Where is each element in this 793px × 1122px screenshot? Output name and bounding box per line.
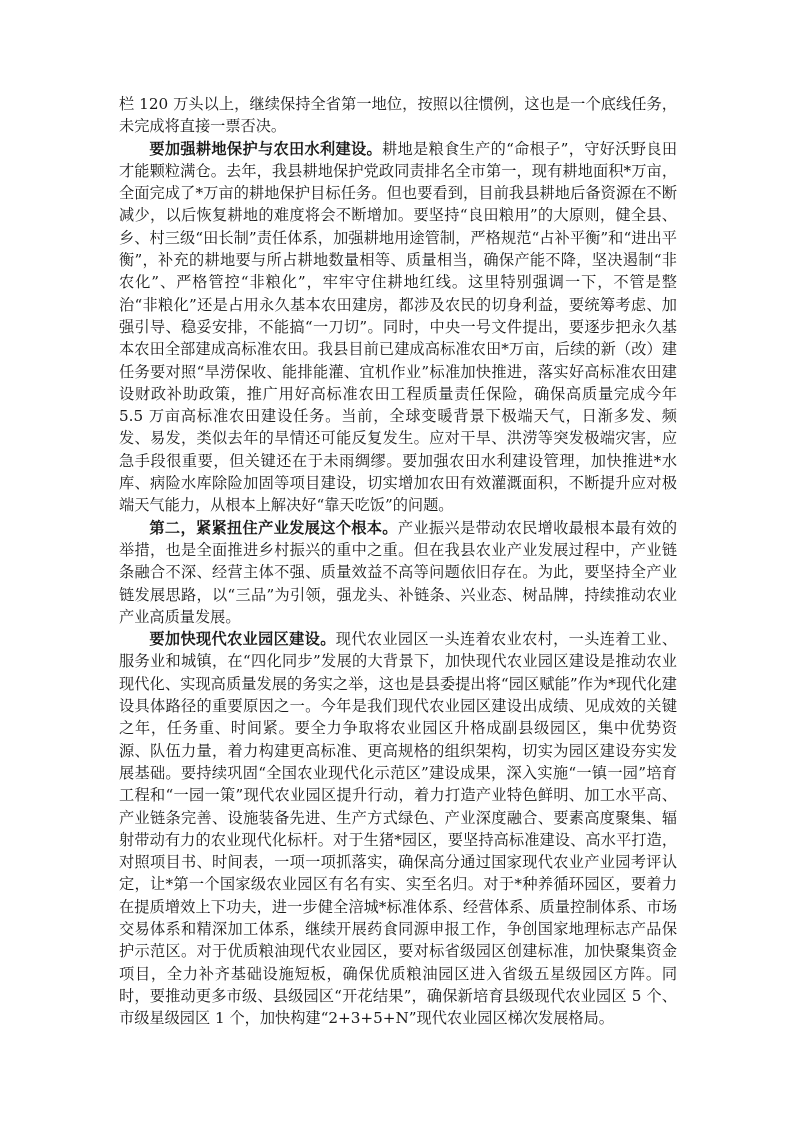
paragraph-heading: 第二，紧紧扭住产业发展这个根本。 (149, 518, 398, 537)
paragraph-farmland-protection (119, 138, 677, 517)
document-body (119, 93, 677, 1029)
paragraph-text: 现代农业园区一头连着农业农村，一头连着工业、服务业和城镇，在“四化同步”发展的大背景下，加快现代农业园区建设是推动农业现代化、实现高质量发展的务实之举，这也是县委提出将“园区赋能”作为*现代化建设具体路径的重要原因之一。今年是我们现代农业园区建设出成绩、见成效的关键之年，任务重、时间紧。要全力争取将农业园区升格成副县级园区，集中优势资源、队伍力量，着力构建更高标准、更高规格的组织架构，切实为园区建设夯实发展基础。要持续巩固“全国农业现代化示范区”建设成果，深入实施“一镇一园”培育工程和“一园一策”现代农业园区提升行动，着力打造产业特色鲜明、加工水平高、产业链条完善、设施装备先进、生产方式绿色、产业深度融合、要素高度聚集、辐射带动有力的农业现代化标杆。对于生猪*园区，要坚持高标准建设、高水平打造，对照项目书、时间表，一项一项抓落实，确保高分通过国家现代农业产业园考评认定，让*第一个国家级农业园区有名有实、实至名归。对于*种养循环园区，要着力在提质增效上下功夫，进一步健全涪城*标准体系、经营体系、质量控制体系、市场交易体系和精深加工体系，继续开展药食同源申报工作，争创国家地理标志产品保护示范区。对于优质粮油现代农业园区，要对标省级园区创建标准，加快聚集资金项目，全力补齐基础设施短板，确保优质粮油园区进入省级五星级园区方阵。同时，要推动更多市级、县级园区“开花结果”，确保新培育县级现代农业园区 5 个、市级星级园区 1 个，加快构建“2+3+5+N”现代农业园区梯次发展格局。 (119, 630, 678, 1028)
paragraph-text: 耕地是粮食生产的“命根子”，守好沃野良田才能颗粒满仓。去年，我县耕地保护党政同责排名全市第一，现有耕地面积*万亩，全面完成了*万亩的耕地保护目标任务。但也要看到，目前我县耕地后备资源在不断减少，以后恢复耕地的难度将会不断增加。要坚持“良田粮用”的大原则，健全县、乡、村三级“田长制”责任体系，加强耕地用途管制，严格规范“占补平衡”和“进出平衡”，补充的耕地要与所占耕地数量相等、质量相当，确保产能不降，坚决遏制“非农化”、严格管控“非粮化”，牢牢守住耕地红线。这里特别强调一下，不管是整治“非粮化”还是占用永久基本农田建房，都涉及农民的切身利益，要统筹考虑、加强引导、稳妥安排，不能搞“一刀切”。同时，中央一号文件提出，要逐步把永久基本农田全部建成高标准农田。我县目前已建成高标准农田*万亩，后续的新（改）建任务要对照“旱涝保收、能排能灌、宜机作业”标准加快推进，落实好高标准农田建设财政补助政策，推广用好高标准农田工程质量责任保险，确保高质量完成今年 5.5 万亩高标准农田建设任务。当前，全球变暖背景下极端天气，日渐多发、频发、易发，类似去年的旱情还可能反复发生。应对干旱、洪涝等突发极端灾害，应急手段很重要，但关键还在于未雨绸缪。要加强农田水利建设管理，加快推进*水库、病险水库除险加固等项目建设，切实增加农田有效灌溉面积，不断提升应对极端天气能力，从根本上解决好“靠天吃饭”的问题。 (119, 139, 678, 515)
paragraph-text: 栏 120 万头以上，继续保持全省第一地位，按照以往惯例，这也是一个底线任务，未完成将直接一票否决。 (119, 95, 677, 136)
paragraph-continuation (119, 93, 677, 138)
paragraph-agricultural-parks (119, 628, 677, 1029)
paragraph-heading: 要加强耕地保护与农田水利建设。 (149, 139, 383, 158)
paragraph-text: 产业振兴是带动农民增收最根本最有效的举措，也是全面推进乡村振兴的重中之重。但在我县农业产业发展过程中，产业链条融合不深、经营主体不强、质量效益不高等问题依旧存在。为此，要坚持全产业链发展思路，以“三品”为引领，强龙头、补链条、兴业态、树品牌，持续推动农业产业高质量发展。 (119, 518, 678, 626)
paragraph-industry-development (119, 517, 677, 628)
paragraph-heading: 要加快现代农业园区建设。 (149, 630, 336, 649)
